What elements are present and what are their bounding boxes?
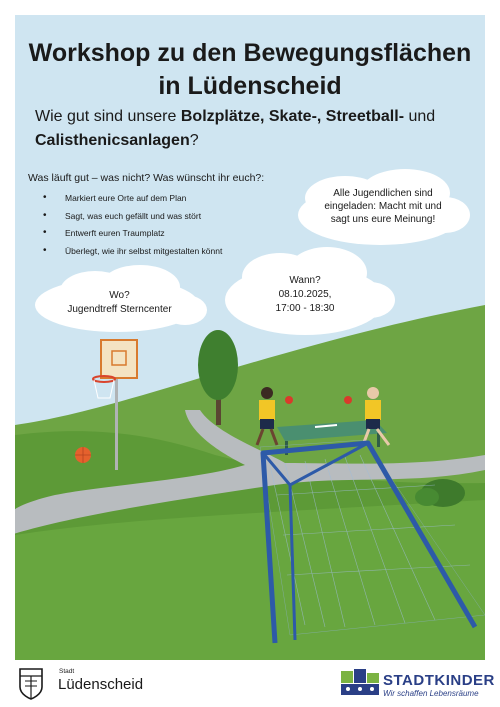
location-text: Wo? Jugendtreff Sterncenter [67, 290, 172, 315]
poster-subtitle: Wie gut sind unsere Bolzplätze, Skate-, Streetball- und Calisthenicsanlagen? [35, 108, 436, 149]
org-name: STADTKINDER [383, 672, 495, 689]
title-line-2: in Lüdenscheid [158, 72, 342, 100]
question-line: Was läuft gut – was nicht? Was wünscht ihr euch?: [28, 172, 265, 184]
hoop-pole [115, 370, 118, 470]
player-left [261, 387, 273, 399]
date-time-text: Wann? 08.10.2025, 17:00 - 18:30 [275, 275, 335, 314]
title-line-1: Workshop zu den Bewegungsflächen [28, 39, 472, 67]
city-crest-logo [18, 667, 44, 701]
invite-text: Alle Jugendlichen sind eingeladen: Macht mit und sagt uns eure Meinung! [324, 188, 442, 225]
list-item: • Entwerft euren Traumplatz [43, 226, 222, 244]
city-label: Stadt [59, 668, 75, 675]
subtitle-highlight-1: Bolzplätze, Skate-, Streetball- [180, 108, 405, 125]
subtitle-highlight-2: Calisthenicsanlagen [35, 132, 190, 149]
list-item: • Überlegt, wie ihr selbst mitgestalten könnt [43, 244, 222, 262]
illustration-panel [15, 15, 485, 660]
list-item: • Sagt, was euch gefällt und was stört [43, 209, 222, 227]
city-name: Lüdenscheid [58, 676, 144, 693]
list-item: • Markiert eure Orte auf dem Plan [43, 191, 222, 209]
stadtkinder-logo [340, 667, 380, 697]
player-right [367, 387, 379, 399]
tree-crown [198, 330, 238, 400]
activity-list [43, 191, 222, 261]
org-tagline: Wir schaffen Lebensräume [383, 689, 479, 698]
hoop-backboard [101, 340, 137, 378]
poster-title [15, 37, 485, 103]
